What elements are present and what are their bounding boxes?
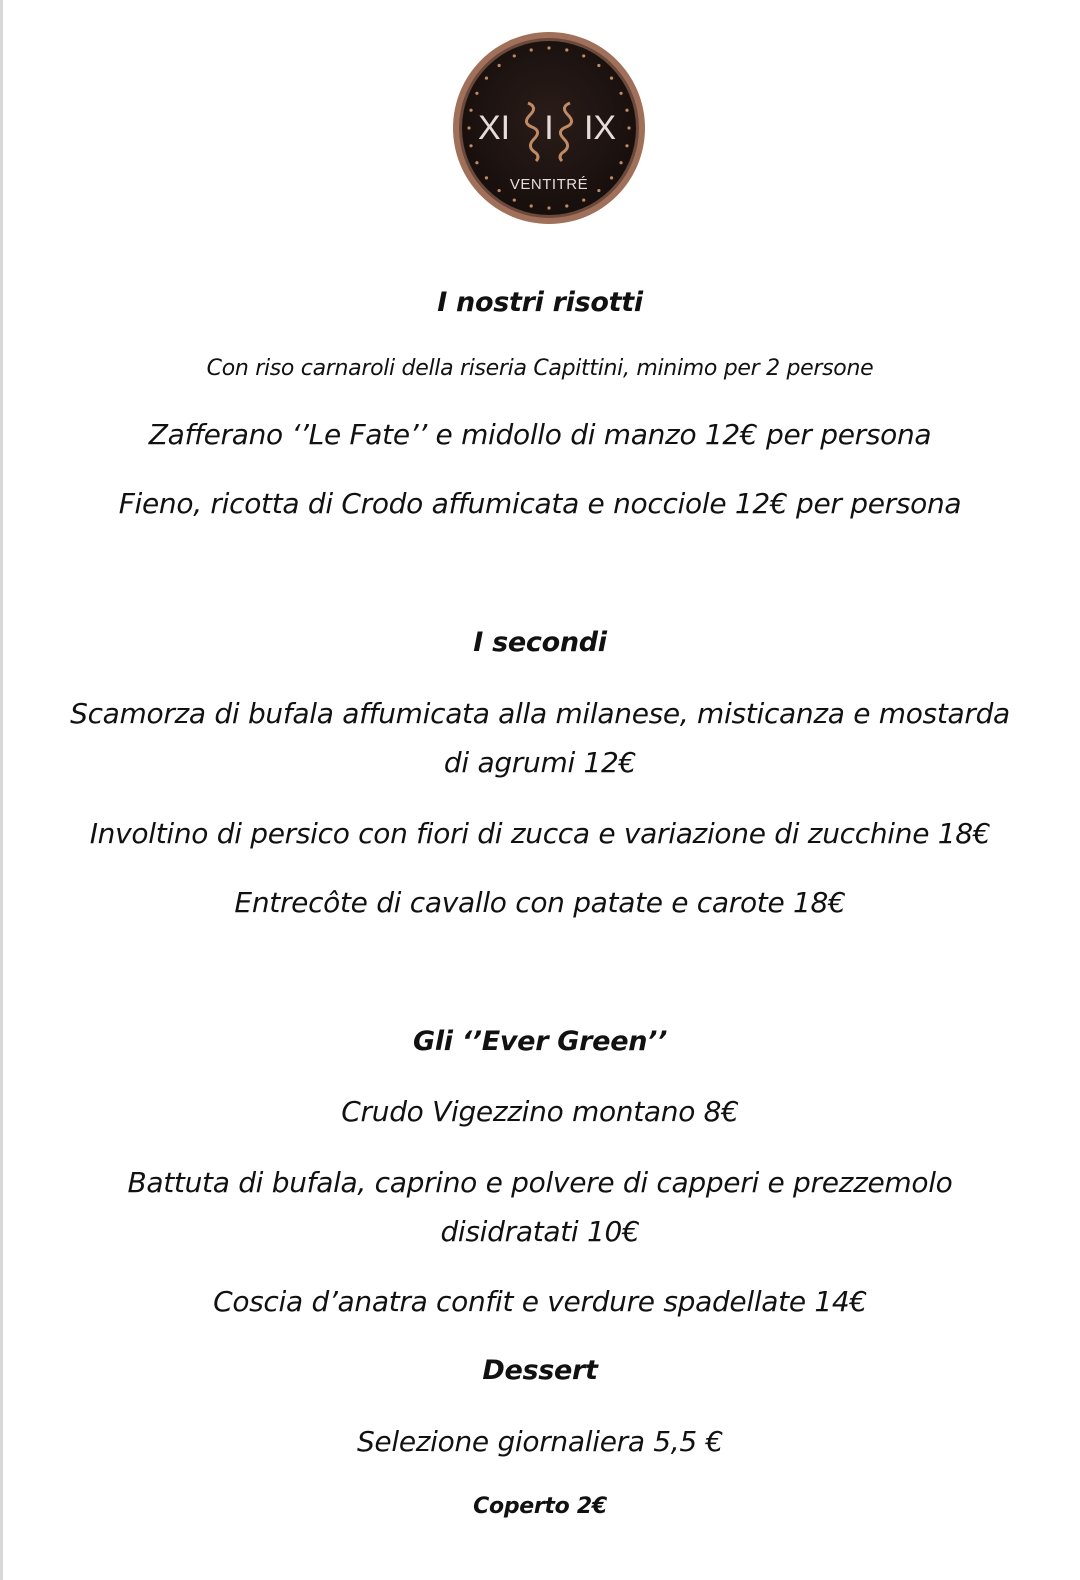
logo-dot [485, 77, 488, 80]
logo-roman-right: IX [583, 109, 617, 147]
section-title-secondi: I secondi [473, 627, 607, 658]
section-title-evergreen: Gli ‘’Ever Green’’ [412, 1026, 668, 1057]
logo-roman-mid: I [544, 109, 554, 147]
page-edge [0, 0, 3, 1580]
logo-dot [619, 161, 622, 164]
logo-dot [498, 64, 501, 67]
logo-dot [530, 204, 533, 207]
risotti-note: Con riso carnaroli della riseria Capittini, minimo per 2 persone [206, 356, 874, 381]
menu-item-evergreen-2: Battuta di bufala, caprino e polvere di capperi e prezzemolo [127, 1166, 953, 1199]
menu-item-secondo-1-cont: di agrumi 12€ [443, 746, 637, 779]
logo-dot [625, 144, 628, 147]
menu-item-risotto-1: Zafferano ‘’Le Fate’’ e midollo di manzo 12€ per persona [148, 418, 932, 451]
logo-dot [475, 92, 478, 95]
menu-item-evergreen-1: Crudo Vigezzino montano 8€ [341, 1095, 739, 1128]
logo-dot [619, 92, 622, 95]
restaurant-logo [452, 31, 646, 225]
menu-item-secondo-1: Scamorza di bufala affumicata alla milanese, misticanza e mostarda [70, 697, 1010, 730]
logo-dot [582, 54, 585, 57]
logo-dot [565, 48, 568, 51]
logo-dot [467, 126, 470, 129]
logo-dot [513, 198, 516, 201]
logo-dot [627, 126, 630, 129]
logo-dot [565, 204, 568, 207]
logo-dot [498, 189, 501, 192]
section-title-risotti: I nostri risotti [437, 287, 643, 318]
logo-dot [547, 206, 550, 209]
cover-charge: Coperto 2€ [473, 1494, 607, 1519]
logo-name: VENTITRÉ [509, 176, 589, 193]
menu-item-secondo-3: Entrecôte di cavallo con patate e carote 18€ [234, 886, 846, 919]
menu-item-secondo-2: Involtino di persico con fiori di zucca e variazione di zucchine 18€ [89, 817, 991, 850]
logo-dot [610, 77, 613, 80]
logo-dot [475, 161, 478, 164]
logo-roman-left: XI [477, 109, 511, 147]
logo-dot [485, 176, 488, 179]
logo-dot [597, 64, 600, 67]
logo-dot [597, 189, 600, 192]
logo-dot [547, 46, 550, 49]
menu-item-evergreen-3: Coscia d’anatra confit e verdure spadellate 14€ [213, 1285, 867, 1318]
logo-dot [469, 144, 472, 147]
logo-dot [610, 176, 613, 179]
logo-dot [530, 48, 533, 51]
menu-item-risotto-2: Fieno, ricotta di Crodo affumicata e nocciole 12€ per persona [118, 487, 962, 520]
menu-item-evergreen-2-cont: disidratati 10€ [440, 1215, 640, 1248]
section-title-dessert: Dessert [482, 1355, 598, 1386]
logo-dot [625, 109, 628, 112]
menu-item-dessert-1: Selezione giornaliera 5,5 € [356, 1425, 724, 1458]
logo-dot [513, 54, 516, 57]
logo-dot [469, 109, 472, 112]
logo-dot [582, 198, 585, 201]
